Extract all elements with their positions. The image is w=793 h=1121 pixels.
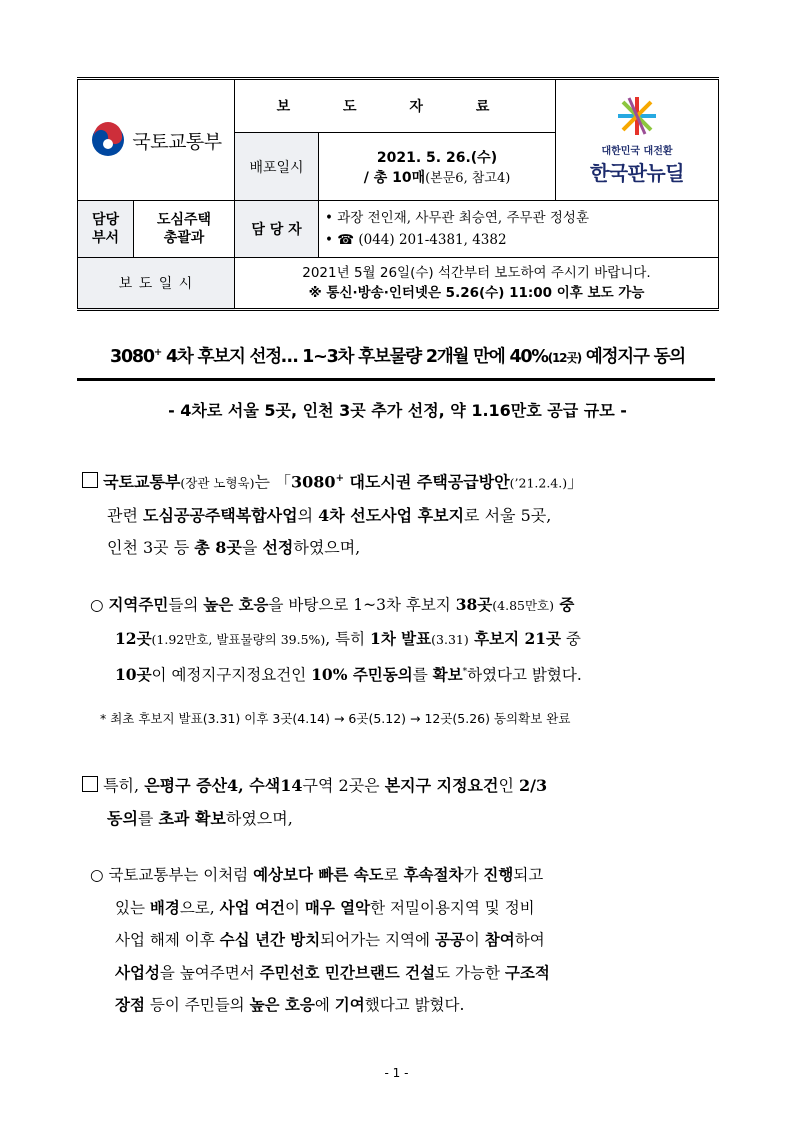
text: 는 「 xyxy=(254,472,292,492)
page-number: - 1 - xyxy=(384,1066,409,1080)
text: (1.92만호, 발표물량의 39.5%) xyxy=(151,631,326,647)
text-bold: 진행 xyxy=(483,865,514,884)
taegeuk-emblem-icon xyxy=(90,122,126,158)
text: 을 높여주면서 xyxy=(159,963,260,982)
dept-label-cell xyxy=(78,201,134,258)
text: 가 xyxy=(463,866,484,884)
text-sup: + xyxy=(335,473,344,484)
headline-part: 3080 xyxy=(109,347,154,367)
press-header-table xyxy=(77,77,719,311)
text: 중 xyxy=(561,629,581,648)
text: 인 xyxy=(498,776,519,795)
text: (3.31) xyxy=(431,631,469,647)
section-1 xyxy=(82,463,583,565)
text: 사업 해제 이후 xyxy=(115,931,220,949)
contact-phone: • ☎ (044) 201-4381, 4382 xyxy=(325,232,507,248)
text: 이 xyxy=(464,931,485,949)
text: 를 xyxy=(137,808,159,828)
headline-divider xyxy=(77,378,715,381)
embargo-line2: ※ 통신·방송·인터넷은 5.26(수) 11:00 이후 보도 가능 xyxy=(308,285,645,301)
dept-name-line2: 총괄과 xyxy=(163,230,205,246)
text: 하였다고 밝혔다. xyxy=(467,666,582,685)
text-bold: 국토교통부 xyxy=(103,472,181,492)
embargo-cell xyxy=(235,258,719,310)
text-bold: 구조적 xyxy=(504,962,550,982)
contact-label: 담 당 자 xyxy=(235,201,319,258)
text-bold: 중 xyxy=(554,595,575,614)
text-bold: 선정 xyxy=(262,538,294,558)
text-bold: 본지구 지정요건 xyxy=(384,776,499,795)
contact-cell xyxy=(319,201,719,258)
text-bold: 총 8곳 xyxy=(194,538,242,558)
embargo-label: 보 도 일 시 xyxy=(78,258,235,310)
text: 의 xyxy=(297,505,319,525)
text: 되고 xyxy=(513,866,544,884)
text-bold: 예상보다 빠른 속도 xyxy=(253,865,384,884)
text: (4.85만호) xyxy=(492,598,555,613)
text-bold: 후보지 21곳 xyxy=(468,628,561,648)
text: 에 xyxy=(314,996,335,1014)
dept-label-line2: 부서 xyxy=(91,230,120,246)
headline-sup: + xyxy=(153,347,162,359)
text-bold: 높은 호응 xyxy=(249,995,315,1014)
text: ○ 국토교통부는 이처럼 xyxy=(90,866,254,884)
text-bold: 참여 xyxy=(484,930,515,949)
text: (’21.2.4.) xyxy=(509,475,568,491)
text-bold: 38곳 xyxy=(455,595,493,614)
text-bold: 매우 열악 xyxy=(304,897,371,917)
text-bold: 사업성 xyxy=(115,962,160,982)
dept-name-cell xyxy=(134,201,235,258)
text: 을 xyxy=(241,538,263,558)
text: , 특히 xyxy=(325,629,371,648)
text: (장관 노형욱) xyxy=(180,475,255,491)
text: 관련 xyxy=(107,505,143,525)
text-bold: 확보 xyxy=(432,665,463,685)
newdeal-slogan: 대한민국 대전환 xyxy=(601,146,673,157)
text-bold: 은평구 증산4, 수색14 xyxy=(144,776,303,795)
text: 하였으며, xyxy=(225,808,293,828)
page-count: / 총 10매 xyxy=(363,169,426,186)
text: 으로, xyxy=(179,898,220,917)
text: 구역 2곳은 xyxy=(302,776,385,795)
ministry-logo-cell xyxy=(78,79,235,201)
embargo-line1: 2021년 5월 26일(수) 석간부터 보도하여 주시기 바랍니다. xyxy=(302,265,651,281)
headline-part: 예정지구 동의 xyxy=(581,347,686,367)
headline-part: 4차 후보지 선정… 1~3차 후보물량 2개월 만에 40% xyxy=(161,347,548,367)
press-release-title: 보 도 자 료 xyxy=(235,79,556,133)
ministry-logo-text: 국토교통부 xyxy=(132,130,222,153)
section-2-sub xyxy=(90,859,550,1022)
text-bold: 후속절차 xyxy=(403,865,464,884)
release-date-cell xyxy=(319,133,556,201)
text-bold: 3080 xyxy=(291,472,336,492)
text-bold: 12곳 xyxy=(115,628,152,648)
text-bold: 초과 확보 xyxy=(158,808,226,828)
text: 이 예정지구지정요건인 xyxy=(151,666,312,685)
text-bold: 4차 선도사업 후보지 xyxy=(318,505,465,525)
text: 를 xyxy=(412,666,433,685)
text: 도 가능한 xyxy=(435,963,505,982)
section-1-sub xyxy=(90,589,582,692)
newdeal-logo-text: 한국판뉴딜 xyxy=(589,161,685,185)
text: 되어가는 지역에 xyxy=(320,931,435,949)
text-bold: 대도시권 주택공급방안 xyxy=(343,472,510,492)
text: 로 서울 5곳, xyxy=(464,505,552,525)
section-2 xyxy=(82,770,547,835)
text: 인천 3곳 등 xyxy=(107,538,195,558)
dept-name-line1: 도심주택 xyxy=(156,212,212,228)
text: 이 xyxy=(284,898,305,917)
footnote: * 최초 후보지 발표(3.31) 이후 3곳(4.14) → 6곳(5.12) → 12곳(5.26) 동의확보 완료 xyxy=(100,711,571,726)
text: 하여 xyxy=(514,931,545,949)
subheadline: - 4차로 서울 5곳, 인천 3곳 추가 선정, 약 1.16만호 공급 규모 - xyxy=(168,401,627,420)
text: 등이 주민들의 xyxy=(144,996,250,1014)
release-date: 2021. 5. 26.(수) xyxy=(376,149,498,166)
text-bold: 2/3 xyxy=(519,776,548,795)
checkbox-square-icon xyxy=(82,472,98,488)
text: 」 xyxy=(567,472,584,492)
text-bold: 동의 xyxy=(107,808,138,828)
newdeal-star-icon xyxy=(615,94,659,138)
headline-small: (12곳) xyxy=(547,351,581,365)
text-bold: 수십 년간 방치 xyxy=(219,930,321,949)
text-bold: 10% 주민동의 xyxy=(311,665,413,685)
text-bold: 도심공공주택복합사업 xyxy=(143,505,298,525)
text: 로 xyxy=(383,866,404,884)
bullet-circle: ○ xyxy=(90,596,109,614)
text-bold: 1차 발표 xyxy=(370,628,432,648)
text-bold: 장점 xyxy=(115,995,145,1014)
text: 들의 xyxy=(168,596,204,614)
headline xyxy=(77,343,718,368)
release-date-label: 배포일시 xyxy=(235,133,319,201)
text-bold: 사업 여건 xyxy=(219,897,285,917)
text: 있는 xyxy=(115,898,150,917)
text: 하였으며, xyxy=(293,538,361,558)
dept-label-line1: 담당 xyxy=(91,212,120,228)
checkbox-square-icon xyxy=(82,776,98,792)
text: 했다고 밝혔다. xyxy=(364,996,465,1014)
text: 특히, xyxy=(103,776,145,795)
text-bold: 주민선호 민간브랜드 건설 xyxy=(259,962,436,982)
text-bold: 지역주민 xyxy=(108,595,169,614)
contact-names: • 과장 전인재, 사무관 최승연, 주무관 정성훈 xyxy=(325,210,589,226)
text: 한 저밀이용지역 및 정비 xyxy=(370,898,535,917)
page-count-detail: (본문6, 참고4) xyxy=(425,170,511,186)
text-bold: 10곳 xyxy=(115,665,152,685)
text-bold: 배경 xyxy=(149,897,180,917)
text-bold: 높은 호응 xyxy=(203,595,269,614)
text: 을 바탕으로 1~3차 후보지 xyxy=(268,596,456,614)
text-bold: 공공 xyxy=(434,930,465,949)
footnote-mark: * xyxy=(462,667,468,677)
newdeal-logo-cell xyxy=(556,79,719,201)
text-bold: 기여 xyxy=(334,995,365,1014)
